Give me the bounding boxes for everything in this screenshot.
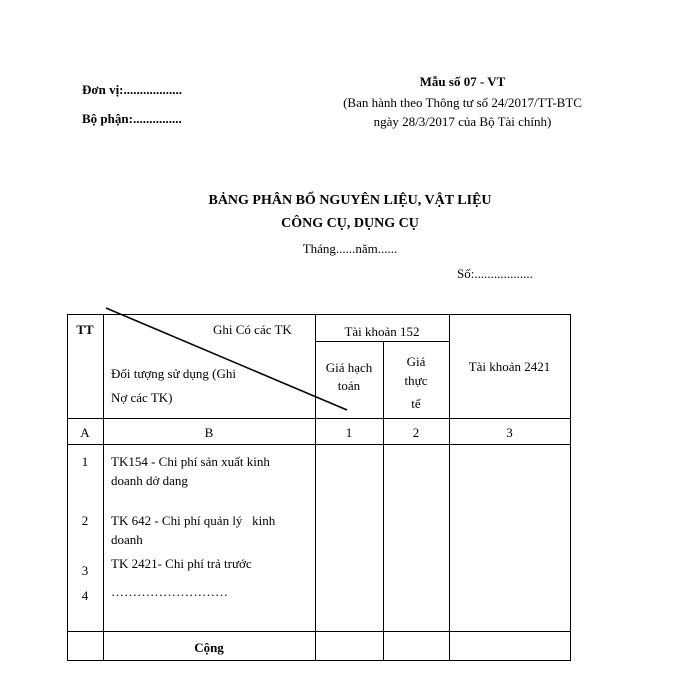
row-2-line-1: TK 642 - Chi phí quản lý kinh [111, 513, 276, 528]
index-cell-2: 2 [412, 425, 420, 440]
period-line: Tháng......năm...... [302, 241, 398, 256]
form-number: Mẫu số 07 - VT [419, 74, 506, 89]
planned-price-line-1: Giá hạch [325, 360, 373, 375]
department-label: Bộ phận:............... [82, 111, 182, 126]
actual-price-line-2: thực [404, 373, 428, 388]
row-4-tt: 4 [81, 588, 89, 603]
index-cell-3: 3 [506, 425, 513, 440]
row-3-tt: 3 [81, 563, 89, 578]
col-tt-header: TT [76, 322, 94, 337]
row-2-tt: 2 [81, 513, 89, 528]
index-cell-a: A [80, 425, 90, 440]
row-1-line-2: doanh dở dang [111, 473, 188, 488]
decree-line-2: ngày 28/3/2017 của Bộ Tài chính) [373, 114, 552, 129]
planned-price-line-2: toán [337, 378, 361, 393]
account-2421-header: Tài khoản 2421 [468, 359, 551, 374]
credit-accounts-header: Ghi Có các TK [213, 322, 292, 337]
document-number: Số:.................. [457, 266, 533, 281]
row-1-tt: 1 [81, 454, 89, 469]
actual-price-line-3: tế [411, 396, 421, 411]
decree-line-1: (Ban hành theo Thông tư số 24/2017/TT-BTC [343, 95, 582, 110]
debit-header-line-2: Nợ các TK) [111, 390, 173, 405]
row-2-line-2: doanh [111, 532, 143, 547]
row-3-line-1: TK 2421- Chi phí trả trước [111, 556, 252, 571]
unit-label: Đơn vị:.................. [82, 82, 183, 97]
debit-header-line-1: Đối tượng sử dụng (Ghi [111, 366, 236, 381]
index-cell-b: B [204, 425, 214, 440]
document-subtitle: CÔNG CỤ, DỤNG CỤ [281, 216, 419, 231]
account-152-header: Tài khoản 152 [344, 324, 420, 339]
row-1-line-1: TK154 - Chi phí sản xuất kinh [111, 454, 270, 469]
actual-price-line-1: Giá [406, 354, 426, 369]
index-cell-1: 1 [345, 425, 353, 440]
document-title: BẢNG PHÂN BỔ NGUYÊN LIỆU, VẬT LIỆU [208, 193, 492, 208]
row-4-line-1: ……………………… [111, 584, 228, 599]
total-label: Cộng [194, 640, 224, 655]
